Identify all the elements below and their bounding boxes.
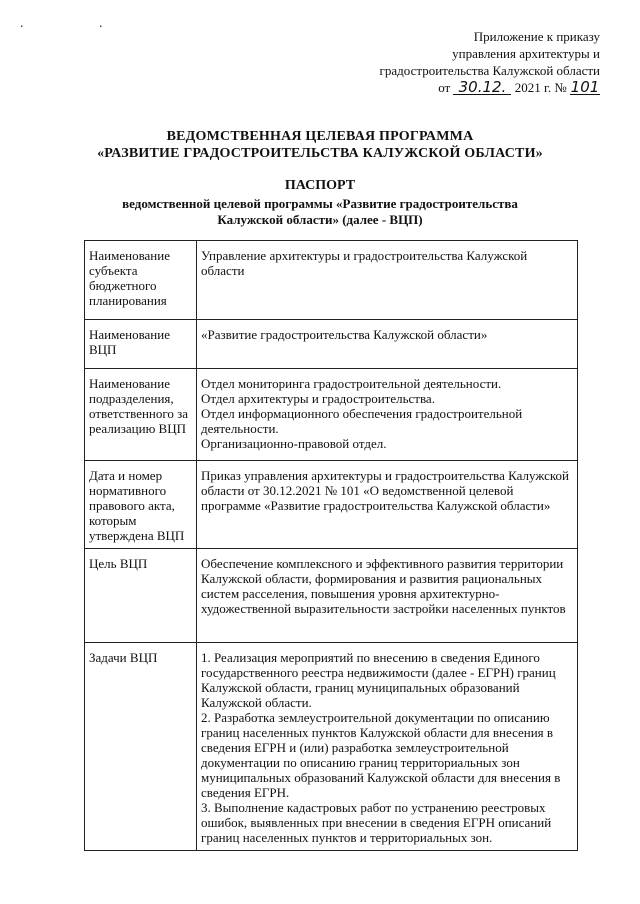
program-title bbox=[0, 128, 640, 162]
approval-year: 2021 г. № bbox=[514, 80, 567, 95]
table-row bbox=[85, 320, 578, 369]
approval-block bbox=[380, 28, 600, 96]
row-value-paragraph: Управление архитектуры и градостроительства Калужской области bbox=[201, 248, 528, 278]
table-row bbox=[85, 643, 578, 851]
row-value-paragraph: Отдел информационного обеспечения градостроительной деятельности. bbox=[201, 406, 523, 436]
row-label: Наименование ВЦП bbox=[85, 320, 197, 369]
row-value-paragraph: Отдел архитектуры и градостроительства. bbox=[201, 391, 435, 406]
row-value-paragraph: 2. Разработка землеустроительной документации по описанию границ населенных пунктов Калужской области для внесения в сведения ЕГРН и (или) разработка землеустроительной документации по описанию границ территориальных зон муниципальных образований Калужской области для внесения в сведения ЕГРН. bbox=[201, 710, 561, 800]
passport-heading bbox=[0, 178, 640, 228]
row-value bbox=[197, 369, 578, 461]
row-value-paragraph: Отдел мониторинга градостроительной деятельности. bbox=[201, 376, 502, 391]
scan-speck-marks: . . bbox=[20, 16, 139, 31]
row-value-paragraph: 3. Выполнение кадастровых работ по устранению реестровых ошибок, выявленных при внесении в сведения ЕГРН описаний границ населенных пунктов и территориальных зон. bbox=[201, 800, 552, 845]
approval-line-3: градостроительства Калужской области bbox=[379, 63, 600, 78]
program-title-line-2: «РАЗВИТИЕ ГРАДОСТРОИТЕЛЬСТВА КАЛУЖСКОЙ ОБЛАСТИ» bbox=[97, 146, 543, 161]
approval-line-1: Приложение к приказу bbox=[473, 29, 600, 44]
table-row bbox=[85, 549, 578, 643]
passport-subtitle-1: ведомственной целевой программы «Развитие градостроительства bbox=[122, 196, 518, 211]
table-row bbox=[85, 241, 578, 320]
handwritten-number: 101 bbox=[570, 78, 600, 96]
table-row bbox=[85, 461, 578, 549]
handwritten-date: 30.12. bbox=[453, 80, 511, 95]
approval-line-2: управления архитектуры и bbox=[452, 46, 600, 61]
approval-ot: от bbox=[438, 80, 451, 95]
passport-table bbox=[84, 240, 578, 851]
row-value bbox=[197, 241, 578, 320]
row-value bbox=[197, 461, 578, 549]
row-label: Наименование субъекта бюджетного планирования bbox=[85, 241, 197, 320]
row-value bbox=[197, 320, 578, 369]
passport-subtitle-2: Калужской области» (далее - ВЦП) bbox=[217, 212, 423, 227]
row-value-paragraph: Обеспечение комплексного и эффективного развития территории Калужской области, формирования и развития рациональных систем расселения, повышения уровня архитектурно-художественной выразительности застройки населенных пунктов bbox=[201, 556, 566, 616]
row-value bbox=[197, 549, 578, 643]
row-value-paragraph: Приказ управления архитектуры и градостроительства Калужской области от 30.12.2021 № 101 «О ведомственной целевой программе «Развитие градостроительства Калужской области» bbox=[201, 468, 569, 513]
passport-title: ПАСПОРТ bbox=[284, 178, 356, 193]
row-value-paragraph: «Развитие градостроительства Калужской области» bbox=[201, 327, 488, 342]
row-label: Дата и номер нормативного правового акта, которым утверждена ВЦП bbox=[85, 461, 197, 549]
row-value-paragraph: Организационно-правовой отдел. bbox=[201, 436, 387, 451]
program-title-line-1: ВЕДОМСТВЕННАЯ ЦЕЛЕВАЯ ПРОГРАММА bbox=[166, 129, 474, 144]
row-value bbox=[197, 643, 578, 851]
approval-date-line bbox=[380, 79, 600, 96]
row-label: Наименование подразделения, ответственного за реализацию ВЦП bbox=[85, 369, 197, 461]
table-row bbox=[85, 369, 578, 461]
row-value-paragraph: 1. Реализация мероприятий по внесению в сведения Единого государственного реестра недвижимости (далее - ЕГРН) границ Калужской области, границ муниципальных образований Калужской области. bbox=[201, 650, 556, 710]
row-label: Задачи ВЦП bbox=[85, 643, 197, 851]
row-label: Цель ВЦП bbox=[85, 549, 197, 643]
